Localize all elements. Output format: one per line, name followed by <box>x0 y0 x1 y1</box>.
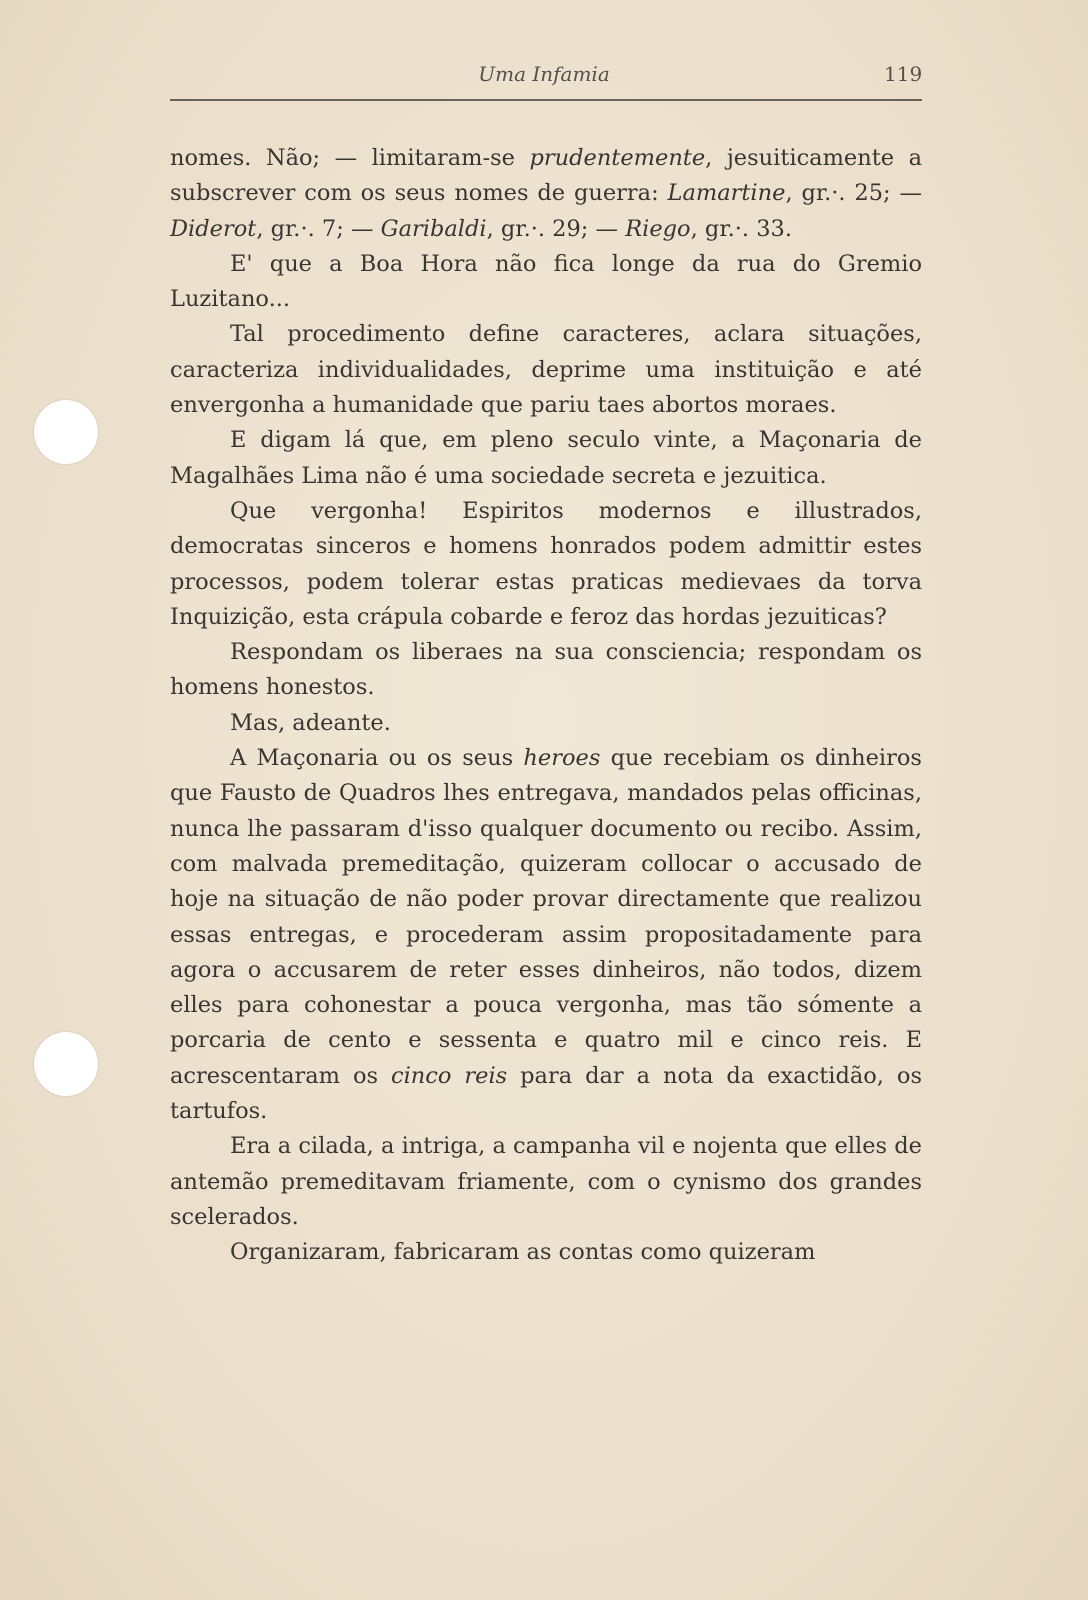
header-rule <box>170 99 922 101</box>
text-run: , gr.·. 7; — <box>256 215 381 242</box>
italic-run: Lamartine <box>667 180 786 207</box>
paragraph-2: E' que a Boa Hora não fica longe da rua do Gremio Luzitano... <box>170 250 922 313</box>
page-number: 119 <box>884 62 923 86</box>
text-run: nomes. Não; — limitaram-se <box>170 145 530 171</box>
paragraph-7: Mas, adeante. <box>230 709 391 736</box>
paragraph-5: Que vergonha! Espiritos modernos e illustrados, democratas sinceros e homens honrados podem admittir estes processos, podem tolerar estas praticas medievaes da torva Inquizição, esta crápula cobarde e feroz das hordas jezuiticas? <box>170 497 922 630</box>
paragraph-9: Era a cilada, a intriga, a campanha vil e nojenta que elles de antemão premeditavam friamente, com o cynismo dos grandes scelerados. <box>170 1133 922 1230</box>
paragraph-3: Tal procedimento define caracteres, aclara situações, caracteriza individualidades, deprime uma instituição e até envergonha a humanidade que pariu taes abortos moraes. <box>170 321 922 419</box>
italic-run: Diderot <box>170 215 257 242</box>
text-run: A Maçonaria ou os seus <box>230 745 524 772</box>
italic-run: cinco reis <box>391 1062 508 1089</box>
paragraph-4: E digam lá que, em pleno seculo vinte, a Maçonaria de Magalhães Lima não é uma sociedade secreta e jezuitica. <box>170 427 922 489</box>
punch-hole-bottom <box>34 1032 98 1096</box>
italic-run: Riego <box>625 215 691 242</box>
paragraph-10: Organizaram, fabricaram as contas como quizeram <box>230 1239 816 1266</box>
text-run: que recebiam os dinheiros que Fausto de Quadros lhes entregava, mandados pelas officinas, nunca lhe passaram d'isso qualquer documento ou recibo. Assim, com malvada premeditação, quizeram collocar o accusado de hoje na situação de não poder provar directamente que realizou essas entregas, e procederam assim propositadamente para agora o accusarem de reter esses dinheiros, não todos, dizem elles para cohonestar a pouca vergonha, mas tão sómente a porcaria de cento e sessenta e quatro mil e cinco reis. E acrescentaram os <box>170 745 922 1089</box>
paragraph-6: Respondam os liberaes na sua consciencia; respondam os homens honestos. <box>170 639 922 701</box>
body-text <box>170 141 922 1271</box>
paragraph-8 <box>170 741 922 1129</box>
italic-run: prudentemente <box>529 145 706 171</box>
italic-run: heroes <box>523 745 601 772</box>
text-run: , jesuiticamente a subscrever com os seus nomes de guerra: <box>170 145 923 207</box>
punch-hole-top <box>34 400 98 464</box>
running-title: Uma Infamia <box>478 62 610 86</box>
italic-run: Garibaldi <box>380 215 487 242</box>
text-run: , gr.·. 25; — <box>785 180 922 207</box>
paragraph-1 <box>170 141 922 247</box>
text-run: , gr.·. 33. <box>690 215 792 242</box>
text-run: , gr.·. 29; — <box>486 215 626 242</box>
text-run: para dar a nota da exactidão, os tartufos. <box>170 1062 922 1125</box>
